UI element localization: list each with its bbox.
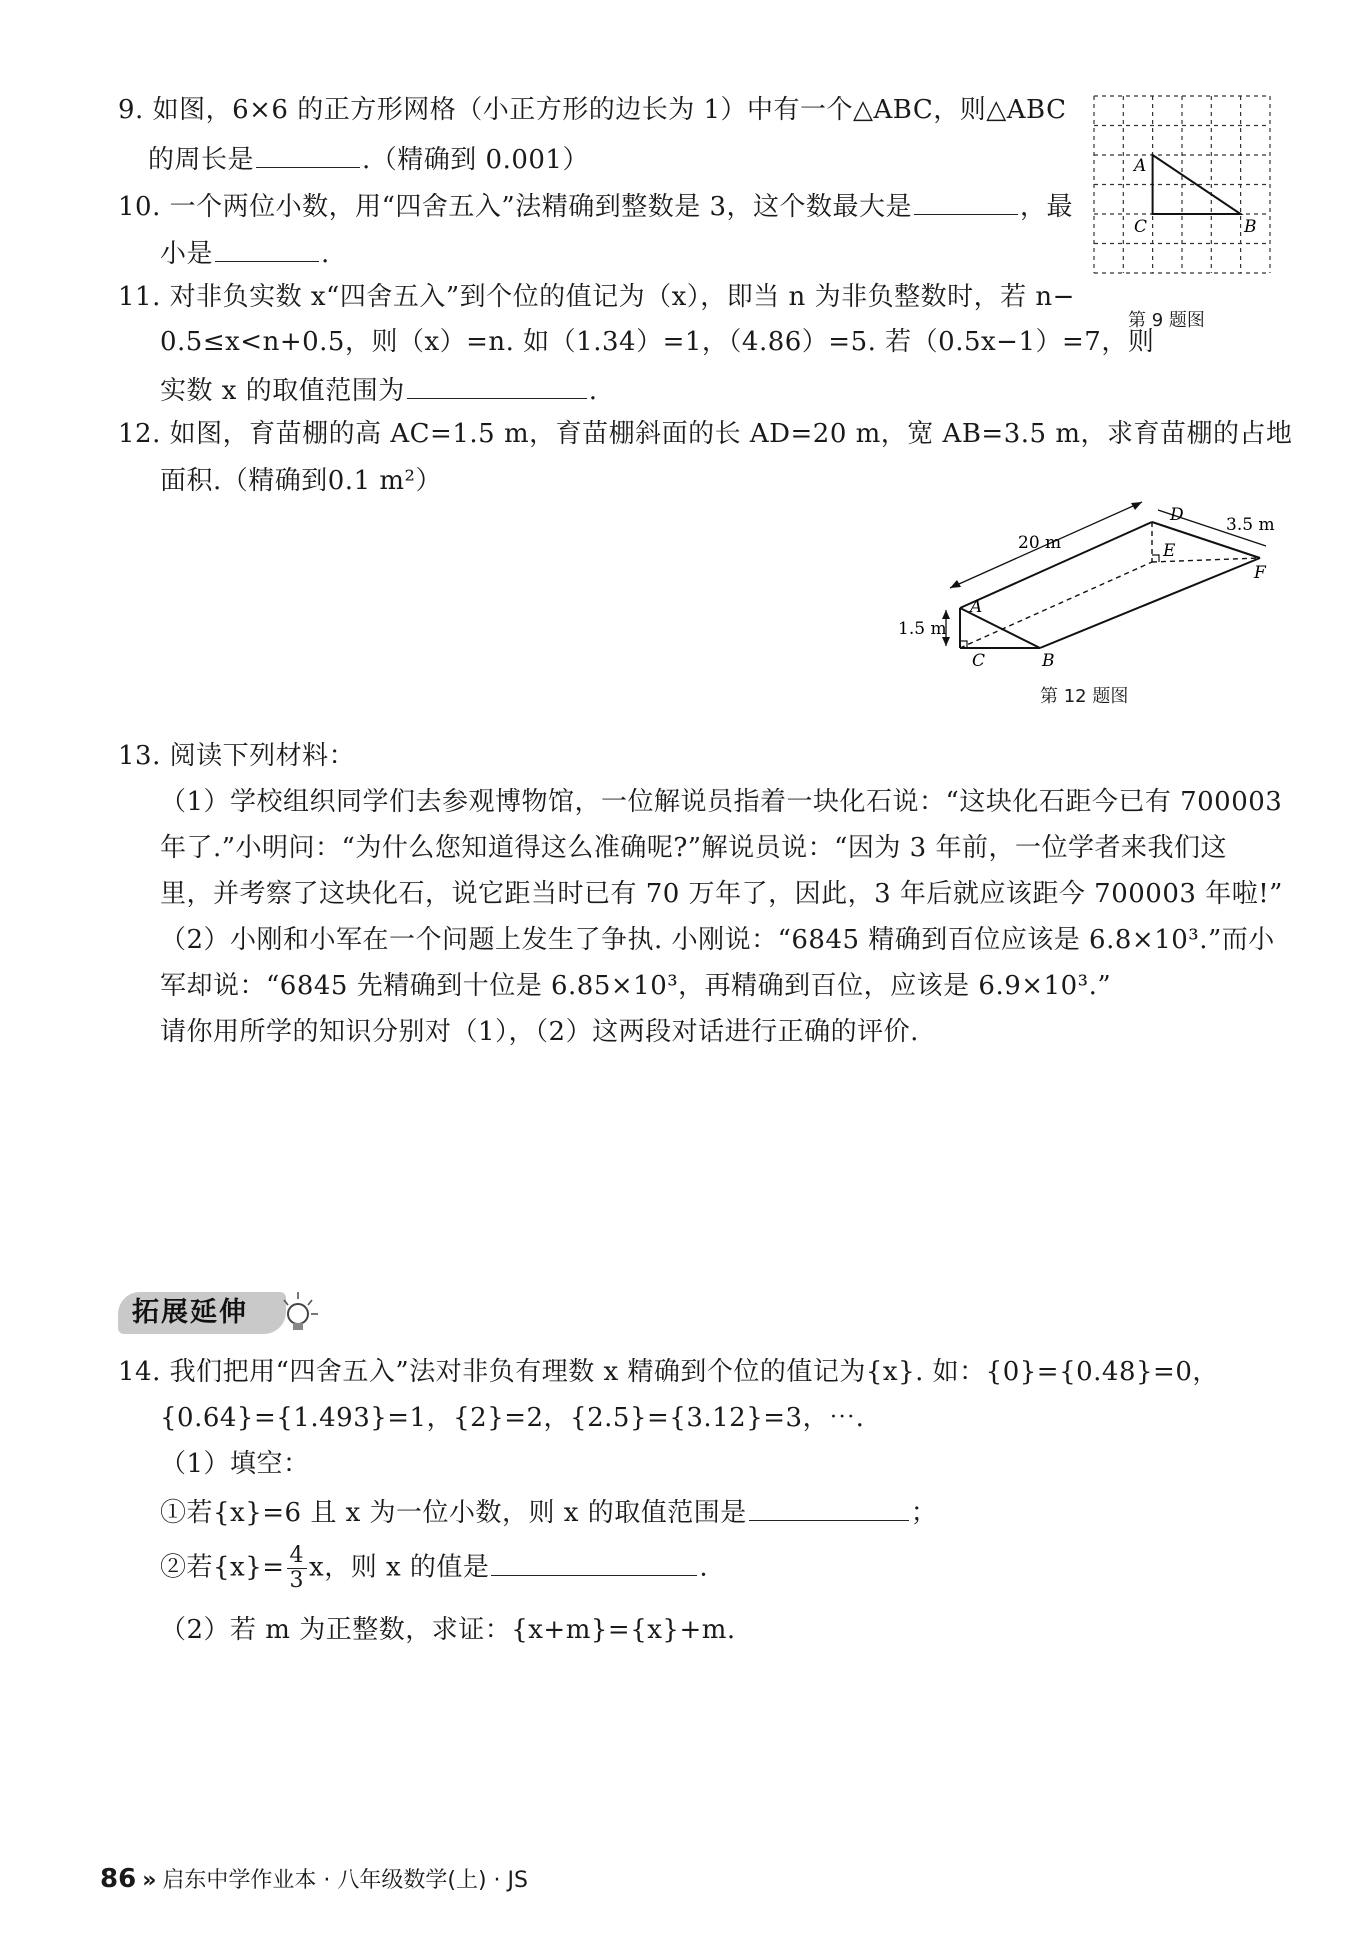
- q14-line5: [160, 1544, 708, 1593]
- q9-label-c: C: [1134, 217, 1148, 237]
- q12-line1: 12. 如图，育苗棚的高 AC=1.5 m，育苗棚斜面的长 AD=20 m，宽 AB=3.5 m，求育苗棚的占地: [118, 419, 1293, 449]
- q9-label-a: A: [1134, 156, 1147, 176]
- q10-line2: [160, 231, 330, 274]
- q12-label-length: 20 m: [1018, 533, 1062, 553]
- q12-label-c: C: [972, 651, 986, 670]
- page-footer: [100, 1864, 528, 1896]
- q12-label-width: 3.5 m: [1226, 515, 1275, 535]
- section-title: 拓展延伸: [132, 1297, 248, 1328]
- q11-line3-tail: .: [588, 376, 598, 406]
- q12-label-f: F: [1254, 563, 1266, 583]
- section-header: [118, 1286, 318, 1340]
- q14-fraction: [287, 1544, 308, 1593]
- q9-line2-tail: .（精确到 0.001）: [362, 145, 589, 175]
- q13-line4: 里，并考察了这块化石，说它距当时已有 70 万年了，因此，3 年后就应该距今 700003 年啦!”: [160, 879, 1283, 909]
- q12-label-e: E: [1163, 541, 1176, 561]
- q14-line1: 14. 我们把用“四舍五入”法对非负有理数 x 精确到个位的值记为{x}. 如：{0}={0.48}=0，: [118, 1357, 1219, 1387]
- q14-line5-middle: x，则 x 的值是: [309, 1552, 490, 1583]
- q13-line5: （2）小刚和小军在一个问题上发生了争执. 小刚说：“6845 精确到百位应该是 6.8×10³.”而小: [160, 925, 1275, 955]
- q13-line6: 军却说：“6845 先精确到十位是 6.85×10³，再精确到百位，应该是 6.9×10³.”: [160, 971, 1112, 1001]
- q10-max-blank[interactable]: [914, 184, 1018, 215]
- q9-line2-text: 的周长是: [148, 145, 255, 175]
- q13-line2: （1）学校组织同学们去参观博物馆，一位解说员指着一块化石说：“这块化石距今已有 700003: [160, 787, 1283, 817]
- q10-line1: [118, 184, 1073, 227]
- q12-greenhouse-figure: [890, 500, 1290, 670]
- q14-line5-text: ②若{x}=: [160, 1552, 285, 1583]
- q14-value-blank[interactable]: [491, 1545, 697, 1576]
- q14-range-blank[interactable]: [749, 1490, 909, 1521]
- q14-line5-tail: .: [699, 1552, 709, 1583]
- q9-line2: [148, 137, 589, 180]
- q12-line2: 面积.（精确到0.1 m²）: [160, 466, 442, 496]
- q11-line1: 11. 对非负实数 x“四舍五入”到个位的值记为（x），即当 n 为非负整数时，若 n−: [118, 282, 1075, 312]
- q9-answer-blank[interactable]: [256, 137, 360, 168]
- q14-line3: （1）填空：: [160, 1449, 310, 1479]
- q14-line6: （2）若 m 为正整数，求证：{x+m}={x}+m.: [160, 1615, 736, 1645]
- q12-label-height: 1.5 m: [898, 619, 947, 639]
- q10-min-blank[interactable]: [215, 231, 319, 262]
- q9-triangle: [1153, 155, 1241, 214]
- q12-label-b: B: [1042, 651, 1055, 670]
- q14-line4: [160, 1490, 937, 1533]
- q9-grid-figure: [1092, 94, 1272, 280]
- q14-line4-text: ①若{x}=6 且 x 为一位小数，则 x 的取值范围是: [160, 1498, 747, 1528]
- q11-range-blank[interactable]: [407, 368, 587, 399]
- q14-line4-tail: ；: [910, 1498, 938, 1528]
- q10-line1-tail: ，最: [1020, 192, 1074, 222]
- chevron-right-icon: »: [142, 1868, 157, 1893]
- q9-caption: 第 9 题图: [1128, 310, 1205, 331]
- lightbulb-icon: [280, 1288, 320, 1338]
- q10-line2-text: 小是: [160, 239, 214, 269]
- q10-line1-text: 10. 一个两位小数，用“四舍五入”法精确到整数是 3，这个数最大是: [118, 192, 913, 222]
- page-number: 86: [100, 1864, 137, 1894]
- q13-line7: 请你用所学的知识分别对（1），（2）这两段对话进行正确的评价.: [160, 1017, 919, 1047]
- q12-label-d: D: [1170, 505, 1184, 525]
- q11-line3-text: 实数 x 的取值范围为: [160, 376, 405, 406]
- q11-line2: 0.5≤x<n+0.5，则（x）=n. 如（1.34）=1，（4.86）=5. 若（0.5x−1）=7，则: [160, 327, 1155, 357]
- q14-fraction-denominator: 3: [289, 1568, 305, 1593]
- q12-caption: 第 12 题图: [1040, 686, 1129, 707]
- book-title: 启东中学作业本 · 八年级数学(上) · JS: [162, 1868, 528, 1893]
- q13-line1: 13. 阅读下列材料：: [118, 741, 356, 771]
- q13-line3: 年了.”小明问：“为什么您知道得这么准确呢?”解说员说：“因为 3 年前，一位学者来我们这: [160, 833, 1227, 863]
- q9-line1: 9. 如图，6×6 的正方形网格（小正方形的边长为 1）中有一个△ABC，则△ABC: [118, 95, 1067, 125]
- q11-line3: [160, 368, 597, 411]
- q14-fraction-numerator: 4: [287, 1544, 308, 1569]
- q10-line2-tail: .: [321, 239, 330, 269]
- q14-line2: {0.64}={1.493}=1，{2}=2，{2.5}={3.12}=3，⋯.: [160, 1403, 865, 1433]
- q9-label-b: B: [1244, 217, 1257, 237]
- q12-edge-bf: [1040, 558, 1260, 648]
- q12-label-a: A: [970, 597, 983, 617]
